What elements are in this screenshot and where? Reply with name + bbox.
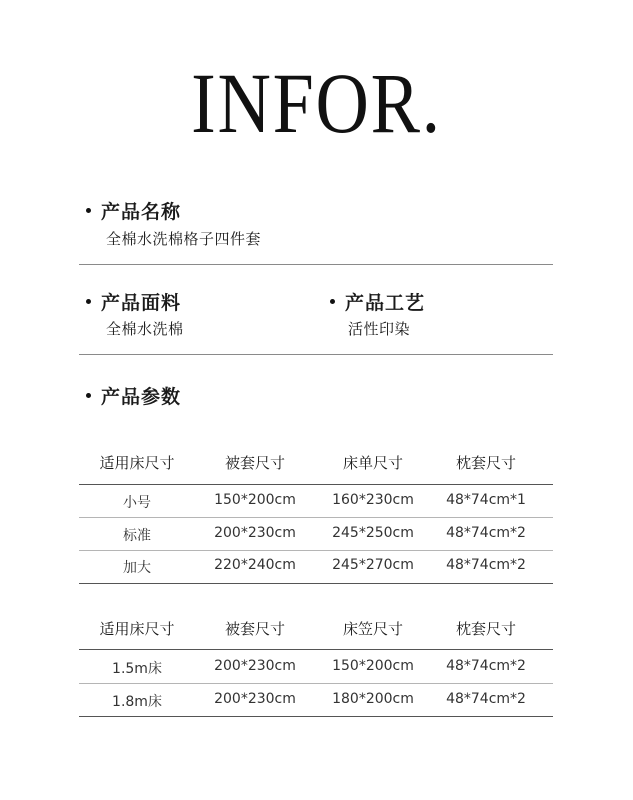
table-rule (79, 649, 553, 650)
table-header-cell: 枕套尺寸 (455, 620, 516, 638)
table-cell: 245*250cm (332, 525, 414, 541)
params-heading-row (86, 382, 181, 409)
bullet-dot (86, 299, 91, 304)
bullet-dot (86, 393, 91, 398)
product-name-heading: 产品名称 (101, 201, 182, 223)
table-cell: 小号 (123, 495, 151, 511)
divider (79, 354, 553, 355)
table-rule (79, 583, 553, 584)
table-cell: 200*230cm (214, 691, 296, 707)
table-header-cell: 床笠尺寸 (342, 620, 403, 638)
table-rule (79, 484, 553, 485)
table-cell: 150*200cm (214, 492, 296, 508)
table-cell: 48*74cm*2 (446, 525, 526, 541)
bullet-dot (330, 299, 335, 304)
table-cell: 200*230cm (214, 658, 296, 674)
table-cell: 245*270cm (332, 557, 414, 573)
table-header-cell: 被套尺寸 (224, 454, 285, 472)
table-cell: 220*240cm (214, 557, 296, 573)
table-cell: 48*74cm*1 (446, 492, 526, 508)
table-row-divider (79, 550, 553, 551)
bullet-dot (86, 208, 91, 213)
fabric-heading-row (86, 288, 181, 315)
brand-logo: INFOR. (191, 55, 442, 151)
table-header-cell: 床单尺寸 (342, 454, 403, 472)
table-cell: 150*200cm (332, 658, 414, 674)
table-row-divider (79, 683, 553, 684)
divider (79, 264, 553, 265)
table-cell: 160*230cm (332, 492, 414, 508)
craft-heading-row (330, 288, 425, 315)
params-heading: 产品参数 (101, 386, 182, 408)
table-header-cell: 枕套尺寸 (455, 454, 516, 472)
table-header-cell: 适用床尺寸 (99, 454, 175, 472)
table-header-cell: 适用床尺寸 (99, 620, 175, 638)
craft-value: 活性印染 (348, 320, 411, 338)
table-cell: 180*200cm (332, 691, 414, 707)
fabric-heading: 产品面料 (101, 292, 182, 314)
table-cell: 1.5m床 (112, 661, 162, 677)
fabric-value: 全棉水洗棉 (106, 320, 184, 338)
product-name-heading-row (86, 197, 181, 224)
table-header-cell: 被套尺寸 (224, 620, 285, 638)
craft-heading: 产品工艺 (345, 292, 426, 314)
table-row-divider (79, 517, 553, 518)
table-cell: 1.8m床 (112, 694, 162, 710)
table-cell: 标准 (123, 528, 151, 544)
table-cell: 加大 (123, 560, 151, 576)
table-cell: 48*74cm*2 (446, 691, 526, 707)
table-cell: 48*74cm*2 (446, 658, 526, 674)
table-cell: 48*74cm*2 (446, 557, 526, 573)
table-rule (79, 716, 553, 717)
table-cell: 200*230cm (214, 525, 296, 541)
product-name-value: 全棉水洗棉格子四件套 (106, 230, 262, 248)
